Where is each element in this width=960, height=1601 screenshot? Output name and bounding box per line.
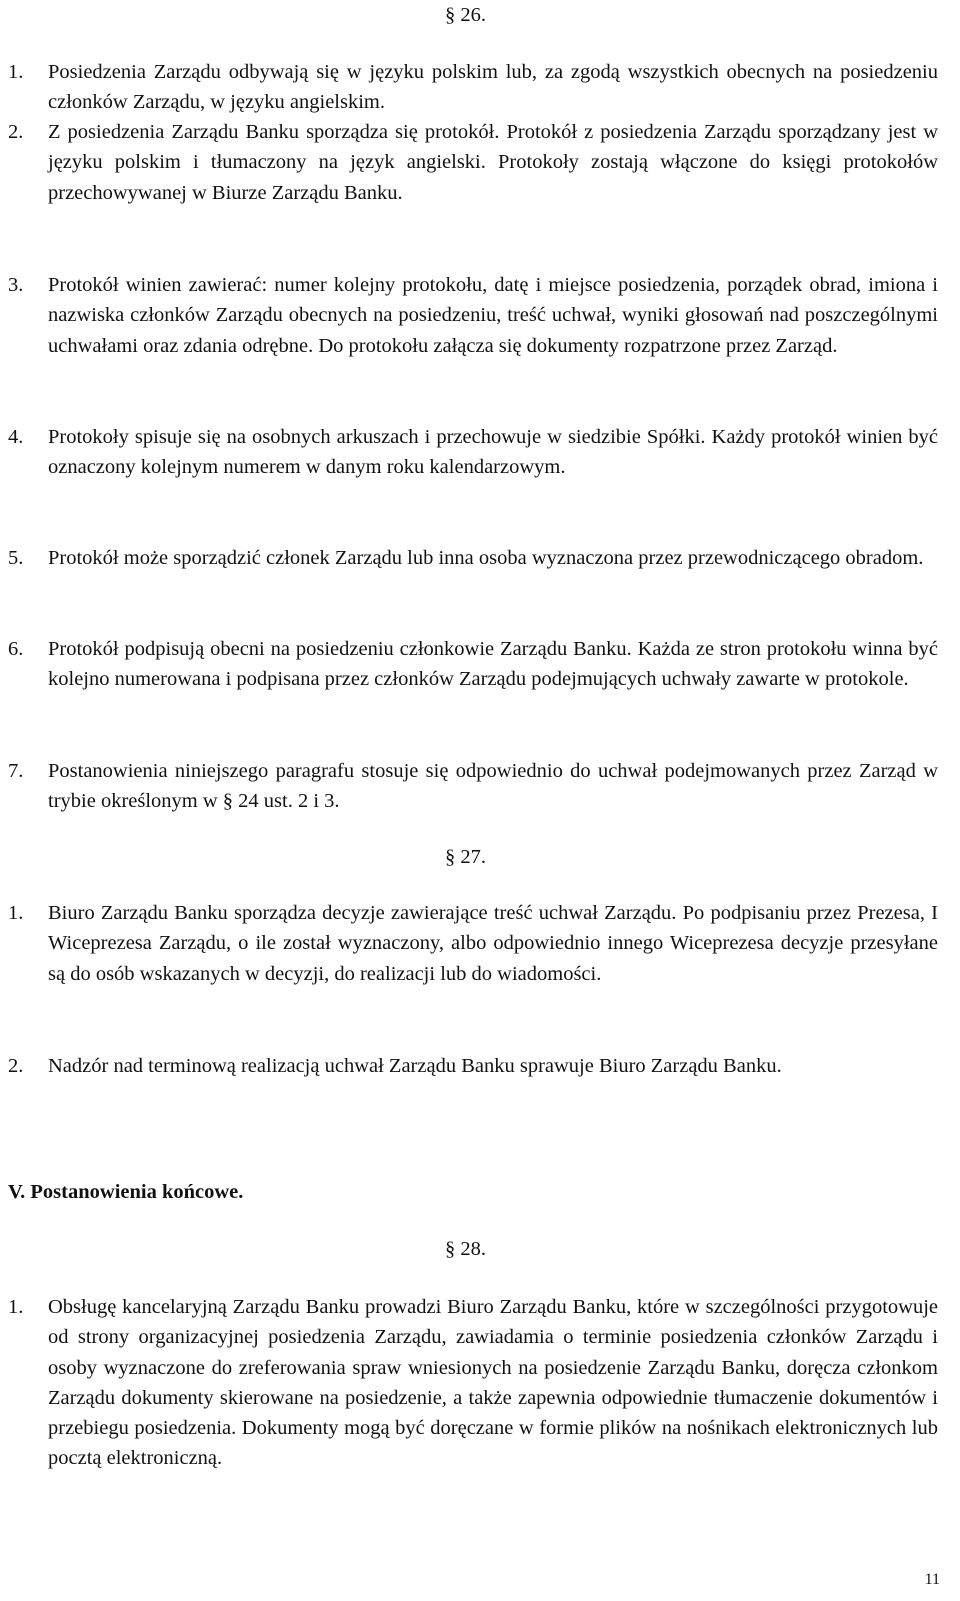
item-number: 1. [8, 902, 24, 924]
item-text: Posiedzenia Zarządu odbywają się w języku polskim lub, za zgodą wszystkich obecnych na posiedzeniu członków Zarządu, w języku angielskim. [48, 61, 938, 114]
section-26-heading: § 26. [445, 4, 486, 26]
item-text: Protokoły spisuje się na osobnych arkuszach i przechowuje w siedzibie Spółki. Każdy protokół winien być oznaczony kolejnym numerem w danym roku kalendarzowym. [48, 426, 938, 479]
item-text: Protokół winien zawierać: numer kolejny protokołu, datę i miejsce posiedzenia, porządek obrad, imiona i nazwiska członków Zarządu obecnych na posiedzeniu, treść uchwał, wyniki głosowań nad poszczególnymi uchwałami oraz zdania odrębne. Do protokołu załącza się dokumenty rozpatrzone przez Zarząd. [48, 274, 938, 357]
item-number: 3. [8, 274, 24, 296]
paragraph-26-3 [8, 270, 938, 361]
item-number: 5. [8, 547, 24, 569]
paragraph-26-6 [8, 634, 938, 695]
section-28-heading: § 28. [445, 1238, 486, 1260]
item-number: 2. [8, 121, 24, 143]
paragraph-26-7 [8, 756, 938, 817]
item-number: 2. [8, 1055, 24, 1077]
item-text: Obsługę kancelaryjną Zarządu Banku prowadzi Biuro Zarządu Banku, które w szczególności przygotowuje od strony organizacyjnej posiedzenia Zarządu, zawiadamia o terminie posiedzenia członków Zarządu i osoby wyznaczone do zreferowania spraw wniesionych na posiedzenie Zarządu Banku, doręcza członkom Zarządu dokumenty skierowane na posiedzenie, a także zapewnia odpowiednie tłumaczenie dokumentów i przebiegu posiedzenia. Dokumenty mogą być doręczane w formie plików na nośnikach elektronicznych lub pocztą elektroniczną. [48, 1296, 938, 1470]
chapter-heading: V. Postanowienia końcowe. [8, 1181, 244, 1203]
item-number: 7. [8, 760, 24, 782]
page-number: 11 [924, 1571, 940, 1588]
paragraph-27-2 [8, 1051, 938, 1081]
paragraph-26-1 [8, 57, 938, 118]
item-text: Biuro Zarządu Banku sporządza decyzje zawierające treść uchwał Zarządu. Po podpisaniu przez Prezesa, I Wiceprezesa Zarządu, o ile został wyznaczony, albo odpowiednio innego Wiceprezesa decyzje przesyłane są do osób wskazanych w decyzji, do realizacji lub do wiadomości. [48, 902, 938, 985]
paragraph-28-1 [8, 1292, 938, 1474]
section-27-heading: § 27. [445, 846, 486, 868]
item-text: Protokół może sporządzić członek Zarządu lub inna osoba wyznaczona przez przewodniczącego obradom. [48, 547, 924, 569]
paragraph-27-1 [8, 898, 938, 989]
item-number: 4. [8, 426, 24, 448]
item-text: Nadzór nad terminową realizacją uchwał Zarządu Banku sprawuje Biuro Zarządu Banku. [48, 1055, 782, 1077]
paragraph-26-2 [8, 117, 938, 208]
item-number: 1. [8, 61, 24, 83]
item-number: 6. [8, 638, 24, 660]
item-number: 1. [8, 1296, 24, 1318]
item-text: Protokół podpisują obecni na posiedzeniu członkowie Zarządu Banku. Każda ze stron protokołu winna być kolejno numerowana i podpisana przez członków Zarządu podejmujących uchwały zawarte w protokole. [48, 638, 938, 691]
item-text: Postanowienia niniejszego paragrafu stosuje się odpowiednio do uchwał podejmowanych przez Zarząd w trybie określonym w § 24 ust. 2 i 3. [48, 760, 938, 813]
paragraph-26-4 [8, 422, 938, 483]
paragraph-26-5 [8, 543, 938, 573]
item-text: Z posiedzenia Zarządu Banku sporządza się protokół. Protokół z posiedzenia Zarządu sporządzany jest w języku polskim i tłumaczony na język angielski. Protokoły zostają włączone do księgi protokołów przechowywanej w Biurze Zarządu Banku. [48, 121, 938, 204]
